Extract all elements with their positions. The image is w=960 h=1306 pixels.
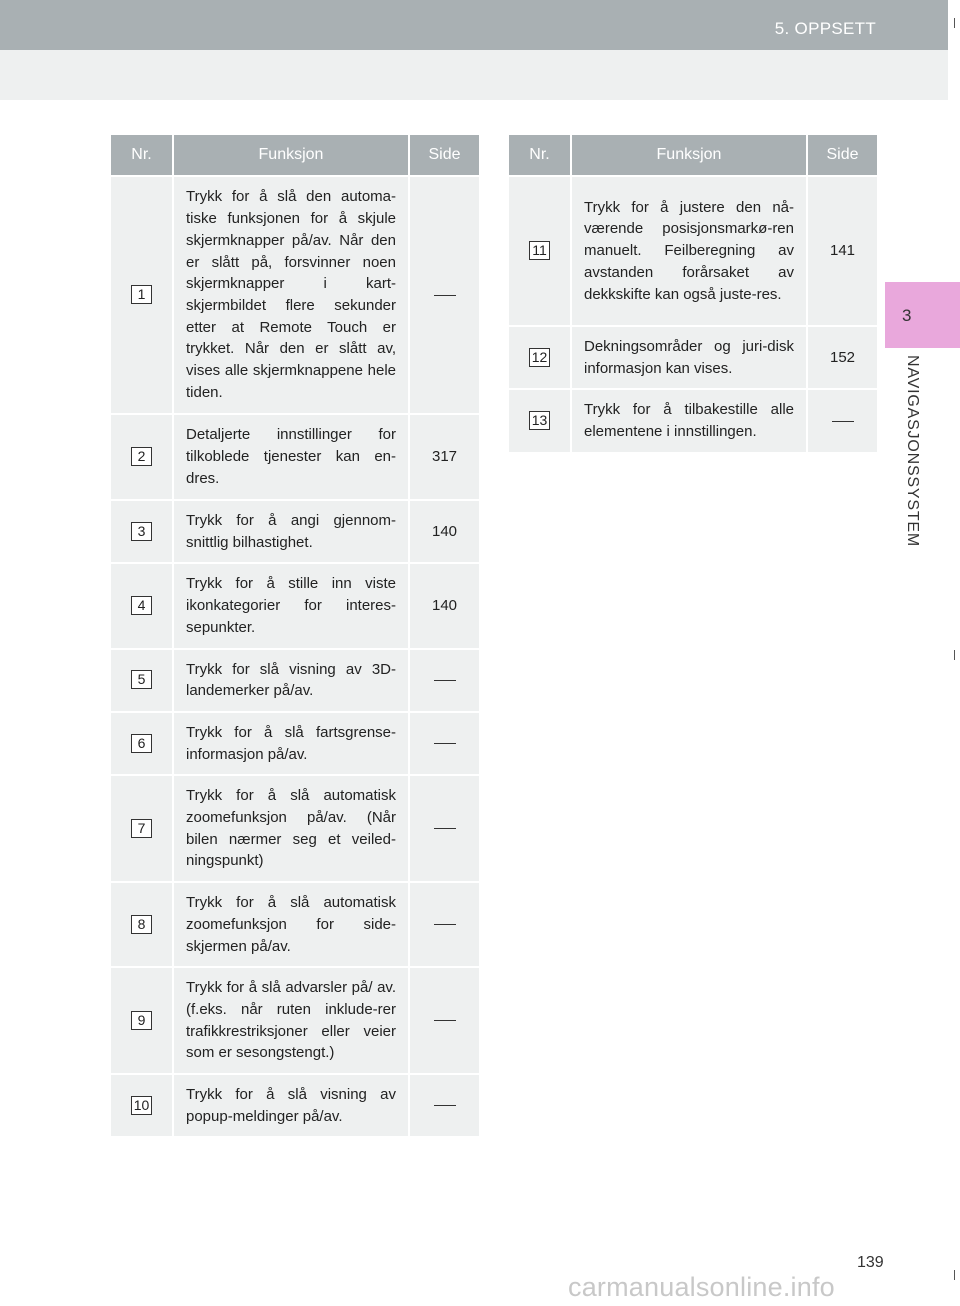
function-description: Trykk for å slå den automa-tiske funksjonen for å skjule skjermknapper på/av. Når den er slått på, forsvinner noen skjermknapper i kart-skjermbildet flere sekunder etter at Remote Touch er trykket. Når den er slått av, vises alle skjermknappene hele tiden. [173, 176, 409, 414]
row-number-badge: 9 [131, 1011, 152, 1030]
page-reference [409, 775, 479, 882]
no-page-dash [434, 924, 456, 925]
table-row [111, 775, 479, 882]
row-number-cell [111, 649, 173, 712]
no-page-dash [434, 743, 456, 744]
no-page-dash [434, 295, 456, 296]
function-description: Trykk for å stille inn viste ikonkategorier for interes-sepunkter. [173, 563, 409, 648]
header-funksjon: Funksjon [571, 135, 807, 176]
function-description: Trykk for å slå advarsler på/ av. (f.eks. når ruten inklude-rer trafikkrestriksjoner eller veier som er sesongstengt.) [173, 967, 409, 1074]
page-reference: 141 [807, 176, 877, 326]
page-reference: 317 [409, 414, 479, 500]
table-row [111, 649, 479, 712]
table-row [111, 967, 479, 1074]
table-row [111, 882, 479, 967]
function-description: Dekningsområder og juri-disk informasjon kan vises. [571, 326, 807, 389]
chapter-title: NAVIGASJONSSYSTEM [904, 355, 921, 548]
row-number-badge: 7 [131, 819, 152, 838]
page-reference: 140 [409, 500, 479, 563]
function-description: Trykk for å justere den nå-værende posisjonsmarkø-ren manuelt. Feilberegning av avstanden forårsaket av dekkskifte kan også juste-res. [571, 176, 807, 326]
header-nr: Nr. [509, 135, 571, 176]
table-row [509, 176, 877, 326]
row-number-cell [509, 389, 571, 451]
row-number-cell [111, 176, 173, 414]
table-row [509, 326, 877, 389]
row-number-badge: 10 [131, 1096, 152, 1115]
row-number-badge: 5 [131, 670, 152, 689]
page-reference [409, 967, 479, 1074]
header-nr: Nr. [111, 135, 173, 176]
no-page-dash [434, 828, 456, 829]
row-number-badge: 12 [529, 348, 550, 367]
row-number-badge: 2 [131, 447, 152, 466]
row-number-cell [111, 1074, 173, 1136]
page-reference [409, 712, 479, 775]
page-reference [409, 649, 479, 712]
settings-table-right [509, 135, 877, 452]
header-side: Side [409, 135, 479, 176]
table-header-row [509, 135, 877, 176]
table-row [111, 176, 479, 414]
function-description: Trykk for å slå fartsgrense-informasjon på/av. [173, 712, 409, 775]
table-row [111, 712, 479, 775]
table-row [509, 389, 877, 451]
function-description: Trykk for å angi gjennom-snittlig bilhastighet. [173, 500, 409, 563]
chapter-number: 3 [902, 306, 912, 325]
crop-mark [954, 650, 955, 660]
crop-mark [954, 1270, 955, 1280]
crop-mark [954, 18, 955, 28]
table-row [111, 563, 479, 648]
watermark: carmanualsonline.info [568, 1272, 835, 1302]
no-page-dash [434, 1105, 456, 1106]
function-description: Trykk for å slå automatisk zoomefunksjon for side-skjermen på/av. [173, 882, 409, 967]
row-number-cell [509, 326, 571, 389]
settings-table-left [111, 135, 479, 1136]
row-number-cell [111, 500, 173, 563]
no-page-dash [434, 1020, 456, 1021]
no-page-dash [832, 421, 854, 422]
function-description: Detaljerte innstillinger for tilkoblede tjenester kan en-dres. [173, 414, 409, 500]
header-side: Side [807, 135, 877, 176]
function-description: Trykk for å slå visning av popup-meldinger på/av. [173, 1074, 409, 1136]
row-number-badge: 6 [131, 734, 152, 753]
section-title: 5. OPPSETT [774, 19, 876, 38]
row-number-cell [111, 414, 173, 500]
header-strip [0, 50, 948, 100]
table-row [111, 500, 479, 563]
chapter-tab [885, 282, 960, 348]
row-number-badge: 8 [131, 915, 152, 934]
function-description: Trykk for slå visning av 3D-landemerker på/av. [173, 649, 409, 712]
row-number-cell [111, 563, 173, 648]
table-row [111, 1074, 479, 1136]
row-number-cell [111, 882, 173, 967]
page-reference [409, 882, 479, 967]
function-description: Trykk for å slå automatisk zoomefunksjon på/av. (Når bilen nærmer seg et veiled-ningspunkt) [173, 775, 409, 882]
row-number-badge: 11 [529, 241, 550, 260]
page-reference [409, 176, 479, 414]
page-reference [807, 389, 877, 451]
row-number-badge: 1 [131, 285, 152, 304]
header-funksjon: Funksjon [173, 135, 409, 176]
page-reference: 140 [409, 563, 479, 648]
page-reference [409, 1074, 479, 1136]
row-number-cell [111, 967, 173, 1074]
row-number-badge: 3 [131, 522, 152, 541]
row-number-cell [509, 176, 571, 326]
table-row [111, 414, 479, 500]
row-number-badge: 4 [131, 596, 152, 615]
page-reference: 152 [807, 326, 877, 389]
page-number: 139 [857, 1254, 884, 1271]
row-number-badge: 13 [529, 411, 550, 430]
table-header-row [111, 135, 479, 176]
row-number-cell [111, 712, 173, 775]
no-page-dash [434, 680, 456, 681]
function-description: Trykk for å tilbakestille alle elementene i innstillingen. [571, 389, 807, 451]
row-number-cell [111, 775, 173, 882]
